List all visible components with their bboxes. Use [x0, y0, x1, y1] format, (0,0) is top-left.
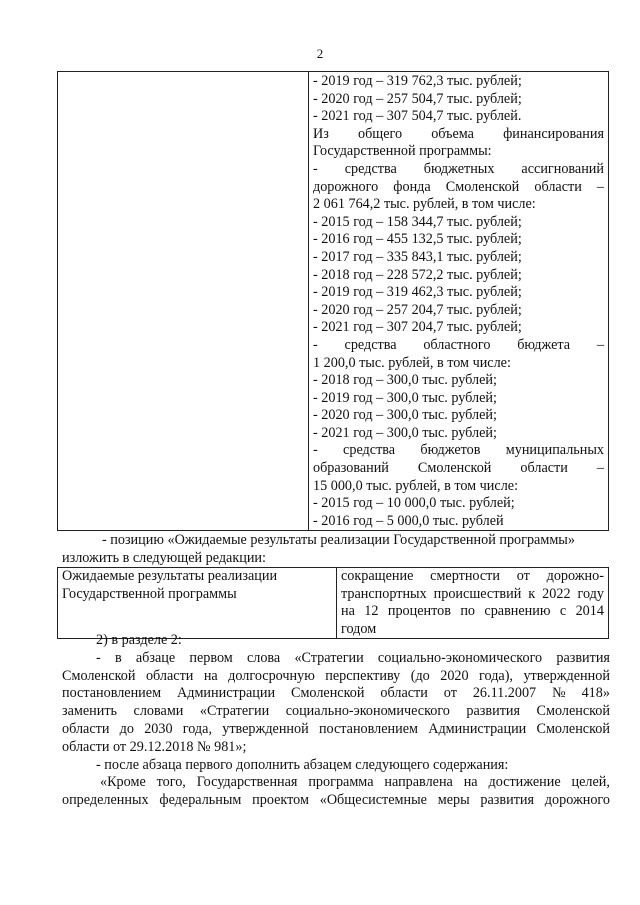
bullet-1-justified-line-word: развития: [556, 649, 610, 666]
bullet-1-justified-line-word: абзаце: [135, 649, 176, 666]
bullet-1-justified-line-word: постановлением: [62, 685, 162, 702]
bullet-1-justified-line-word: словами: [133, 703, 184, 720]
bullet-1-justified-line-word: 2030: [144, 720, 173, 737]
results-right-last-line: годом: [341, 620, 377, 637]
quote-justified-line: [62, 792, 610, 810]
bullet-1-justified-line-word: слова: [246, 649, 281, 666]
financing-line: - 2016 год – 455 132,5 тыс. рублей;: [313, 231, 522, 248]
results-right-justified-line-word: происшествий: [433, 585, 522, 602]
financing-line: - 2021 год – 300,0 тыс. рублей;: [313, 424, 497, 441]
results-right-justified-line-word: году: [577, 585, 604, 602]
bullet-1-justified-line-word: Смоленской: [290, 685, 365, 702]
financing-line: 1 200,0 тыс. рублей, в том числе:: [313, 354, 511, 371]
quote-justified-line-word: Государственная: [196, 774, 298, 791]
bullet-1-justified-line: [62, 650, 610, 668]
bullet-1-justified-line-word: Смоленской: [536, 703, 610, 720]
financing-justified-line-word: общего: [357, 125, 403, 142]
bullet-1-justified-line-word: года),: [479, 667, 513, 684]
bullet-1-justified-line-word: года,: [182, 720, 212, 737]
results-right-justified-line-word: по: [460, 603, 476, 620]
financing-line: - 2015 год – 10 000,0 тыс. рублей;: [313, 495, 515, 512]
financing-line: - 2017 год – 335 843,1 тыс. рублей;: [313, 248, 522, 265]
position-paragraph: [62, 532, 610, 568]
financing-table-right-cell: [309, 72, 609, 531]
bullet-1-justified-line-word: -: [96, 649, 101, 666]
bullet-1-justified-line-word: Администрации: [428, 720, 527, 737]
quote-justified-line-word: «Кроме: [100, 774, 146, 791]
financing-justified-line-word: областного: [423, 336, 491, 353]
bullet-1-justified-line-word: 2020: [440, 667, 469, 684]
bullet-1-justified-line: [62, 668, 610, 686]
results-right-justified-line-word: дорожно-: [546, 568, 604, 584]
financing-justified-line-word: образований: [313, 460, 389, 477]
financing-justified-line-word: -: [313, 336, 318, 353]
bullet-1-justified-line-word: «Стратегии: [294, 649, 364, 666]
results-right-justified-line-word: к: [528, 585, 536, 602]
financing-line: - 2016 год – 5 000,0 тыс. рублей: [313, 512, 504, 529]
results-right-justified-line-word: на: [341, 603, 355, 620]
bullet-1-justified-line-word: области: [145, 667, 194, 684]
bullet-1-justified-line: [62, 685, 610, 703]
results-right-justified-line-word: от: [516, 568, 530, 584]
results-left-line-2: Государственной программы: [62, 585, 237, 602]
bullet-1-justified-line-word: 418»: [581, 685, 610, 702]
results-left-line-1: Ожидаемые результаты реализации: [62, 568, 278, 584]
bullet-1-justified-line-word: утвержденной: [222, 720, 309, 737]
financing-justified-line-word: Из: [313, 125, 329, 142]
bullet-1-justified-line-word: области: [62, 720, 110, 737]
quote-justified-line-word: того,: [156, 774, 186, 791]
financing-justified-line-word: муниципальных: [505, 442, 604, 459]
financing-justified-line-word: –: [596, 336, 604, 353]
results-right-justified-line-word: с: [559, 603, 567, 620]
financing-line: - 2021 год – 307 504,7 тыс. рублей.: [313, 108, 522, 125]
quote-justified-line: [62, 774, 610, 792]
bullet-1-justified-line-word: в: [114, 649, 122, 666]
financing-line: - 2021 год – 307 204,7 тыс. рублей;: [313, 319, 522, 336]
bullet-1-justified-line: [62, 721, 610, 739]
financing-justified-line-word: средства: [344, 336, 397, 353]
financing-line: - 2018 год – 228 572,2 тыс. рублей;: [313, 266, 522, 283]
financing-justified-line: [313, 179, 604, 197]
bullet-1-justified-line-word: перспективу: [325, 667, 401, 684]
quote-justified-line-word: на: [463, 774, 478, 791]
bullet-1-justified-line-word: заменить: [62, 703, 118, 720]
section-2-text: [62, 632, 610, 810]
quote-justified-line-word: программа: [308, 774, 374, 791]
bullet-1-last-line: области от 29.12.2018 № 981»;: [62, 738, 247, 755]
quote-justified-line-word: дорожного: [544, 792, 610, 809]
results-table-left-cell: [58, 568, 337, 639]
financing-justified-line-word: объема: [431, 125, 474, 142]
financing-line: - 2019 год – 319 762,3 тыс. рублей;: [313, 73, 522, 89]
results-right-justified-line: [341, 568, 604, 586]
bullet-1-justified-line-word: «Стратегии: [199, 703, 270, 720]
bullet-1-justified-line-word: до: [119, 720, 134, 737]
financing-line: - 2020 год – 300,0 тыс. рублей;: [313, 407, 497, 424]
financing-justified-line-word: области: [520, 460, 568, 477]
financing-justified-line-word: финансирования: [503, 125, 604, 142]
financing-justified-line-word: дорожного: [313, 178, 379, 195]
financing-table-left-cell: [58, 72, 309, 531]
bullet-1-justified-line-word: долгосрочную: [228, 667, 315, 684]
bullet-1-justified-line-word: Смоленской: [62, 667, 136, 684]
results-right-justified-line-word: 2022: [542, 585, 571, 602]
financing-justified-line-word: -: [313, 160, 318, 177]
financing-justified-line-word: области: [534, 178, 582, 195]
quote-paragraph: [62, 774, 610, 810]
bullet-1-justified-line-word: на: [203, 667, 218, 684]
results-right-justified-line: [341, 603, 604, 621]
financing-text: [313, 73, 604, 530]
financing-justified-line-word: Смоленской: [445, 178, 520, 195]
financing-justified-line-word: –: [596, 460, 604, 477]
results-right-justified-line-word: 12: [364, 603, 379, 620]
financing-justified-line-word: -: [313, 442, 318, 459]
page-number: 2: [316, 46, 324, 61]
bullet-1-justified-line-word: утвержденной: [523, 667, 610, 684]
results-right-justified-line-word: 2014: [575, 603, 604, 620]
bullet-1-paragraph: [62, 650, 610, 739]
bullet-1-justified-line-word: социально-экономического: [377, 649, 543, 666]
bullet-1-justified-line-word: №: [552, 685, 566, 702]
results-right-justified-line-word: процентов: [387, 603, 451, 620]
quote-justified-line-word: целей,: [571, 774, 610, 791]
quote-justified-line-word: достижение: [488, 774, 561, 791]
financing-justified-line-word: ассигнований: [521, 160, 604, 177]
bullet-1-justified-line-word: первом: [189, 649, 233, 666]
financing-justified-line-word: фонда: [393, 178, 431, 195]
financing-justified-line: [313, 161, 604, 179]
quote-justified-line-word: определенных: [62, 792, 149, 809]
results-right-justified-line: [341, 586, 604, 604]
financing-justified-line: [313, 460, 604, 478]
financing-line: - 2019 год – 319 462,3 тыс. рублей;: [313, 284, 522, 301]
quote-justified-line-word: развития: [480, 792, 535, 809]
quote-justified-line-word: меры: [437, 792, 470, 809]
bullet-1-justified-line-word: Смоленской: [536, 720, 610, 737]
financing-justified-line-word: бюджетных: [423, 160, 495, 177]
financing-line: - 2018 год – 300,0 тыс. рублей;: [313, 372, 497, 389]
quote-justified-line-word: направлена: [384, 774, 453, 791]
financing-line: 15 000,0 тыс. рублей, в том числе:: [313, 477, 519, 494]
bullet-1-justified-line: [62, 703, 610, 721]
financing-line: - 2019 год – 300,0 тыс. рублей;: [313, 389, 497, 406]
position-line-1: - позицию «Ожидаемые результаты реализации Государственной программы»: [102, 532, 575, 548]
results-right-justified-line-word: сокращение: [341, 568, 414, 584]
position-line-2: изложить в следующей редакции:: [62, 549, 266, 566]
financing-justified-line-word: –: [596, 178, 604, 195]
bullet-1-justified-line-word: 26.11.2007: [472, 685, 537, 702]
results-table-right-cell: [337, 568, 609, 639]
financing-justified-line: [313, 442, 604, 460]
quote-justified-line-word: «Общесистемные: [319, 792, 427, 809]
results-table: [57, 567, 609, 639]
item-2-heading: 2) в разделе 2:: [96, 632, 182, 648]
financing-justified-line: [313, 126, 604, 144]
financing-justified-line-word: бюджета: [517, 336, 571, 353]
bullet-1-justified-line-word: развития: [466, 703, 521, 720]
results-right-justified-line-word: сравнению: [484, 603, 551, 620]
financing-justified-line: [313, 337, 604, 355]
financing-line: - 2020 год – 257 204,7 тыс. рублей;: [313, 301, 522, 318]
bullet-1-justified-line-word: области: [380, 685, 428, 702]
quote-justified-line-word: проектом: [252, 792, 309, 809]
bullet-2-line: - после абзаца первого дополнить абзацем следующего содержания:: [96, 756, 509, 773]
results-right-justified-line-word: смертности: [430, 568, 500, 584]
financing-line: 2 061 764,2 тыс. рублей, в том числе:: [313, 196, 536, 213]
results-right-justified-line-word: транспортных: [341, 585, 427, 602]
bullet-1-justified-line-word: социально-экономического: [285, 703, 450, 720]
quote-justified-line-word: федеральным: [159, 792, 242, 809]
bullet-1-justified-line-word: постановлением: [318, 720, 418, 737]
financing-justified-line-word: бюджетов: [420, 442, 481, 459]
financing-justified-line-word: Смоленской: [417, 460, 492, 477]
bullet-1-justified-line-word: Администрации: [176, 685, 276, 702]
financing-line: - 2015 год – 158 344,7 тыс. рублей;: [313, 213, 522, 230]
bullet-1-justified-line-word: от: [443, 685, 457, 702]
financing-line: Государственной программы:: [313, 143, 492, 160]
results-right-text: [341, 568, 604, 621]
financing-table: [57, 71, 609, 531]
bullet-1-justified-line-word: (до: [410, 667, 430, 684]
financing-justified-line-word: средства: [344, 160, 397, 177]
financing-line: - 2020 год – 257 504,7 тыс. рублей;: [313, 90, 522, 107]
financing-justified-line-word: средства: [343, 442, 396, 459]
